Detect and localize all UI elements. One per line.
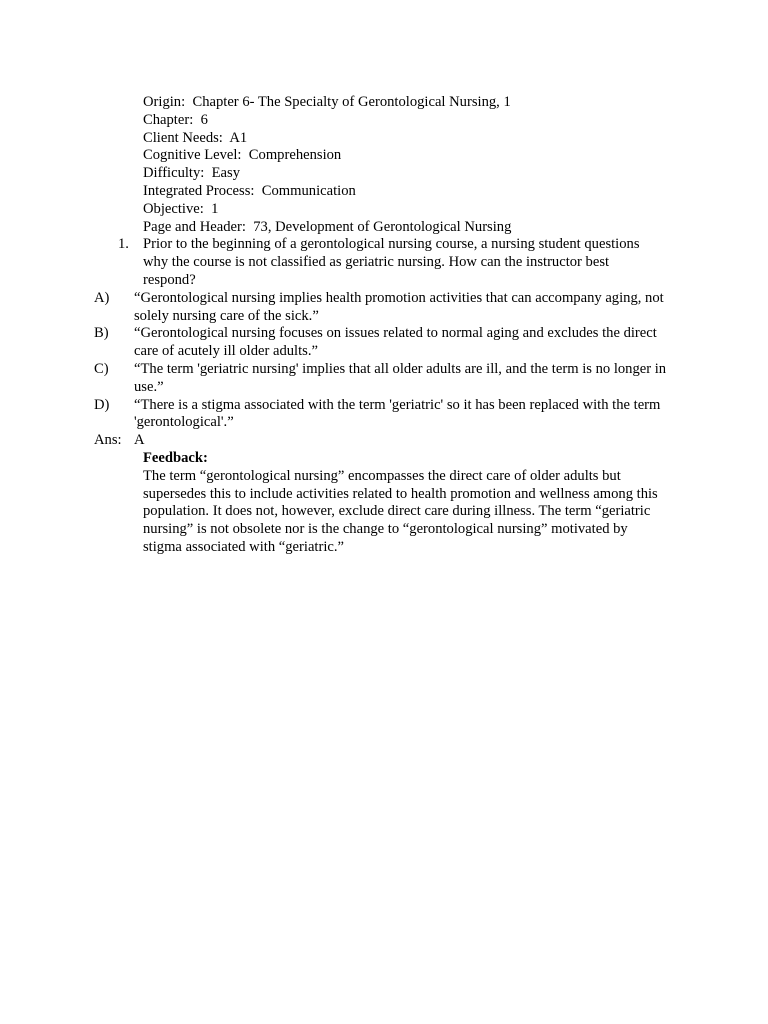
metadata-label: Chapter: <box>143 111 201 128</box>
answer-option-c <box>94 360 679 397</box>
feedback-text: The term “gerontological nursing” encompasses the direct care of older adults but supersedes this to include activities related to health promotion and wellness among this population. It does not, however, exclude direct care during illness. The term “geriatric nursing” is not obsolete nor is the change to “gerontological nursing” motivated by stigma associated with “geriatric.” <box>143 467 658 555</box>
correct-answer <box>94 432 768 450</box>
metadata-label: Integrated Process: <box>143 182 262 199</box>
answer-option-b <box>94 325 679 361</box>
metadata-label: Difficulty: <box>143 165 212 182</box>
metadata-value: 6 <box>200 111 208 128</box>
metadata-client-needs <box>143 130 768 148</box>
metadata-value: Easy <box>211 165 241 182</box>
question-text: Prior to the beginning of a gerontological nursing course, a nursing student questions why the course is not classified as geriatric nursing. How can the instructor best respond? <box>143 236 640 288</box>
metadata-label: Objective: <box>143 200 212 217</box>
option-label: D) <box>94 396 110 413</box>
answer-label: Ans: <box>94 432 122 449</box>
metadata-cognitive-level <box>143 147 768 165</box>
document-page <box>0 94 768 557</box>
metadata-value: 73, Development of Gerontological Nursing <box>253 218 512 235</box>
answer-value: A <box>134 432 145 449</box>
option-text: “Gerontological nursing implies health promotion activities that can accompany aging, not solely nursing care of the sick.” <box>134 289 664 324</box>
metadata-objective <box>143 201 768 219</box>
metadata-page-and-header <box>143 219 768 237</box>
option-text: “Gerontological nursing focuses on issues related to normal aging and excludes the direct care of acutely ill older adults.” <box>134 325 657 360</box>
question-number: 1. <box>118 236 129 253</box>
metadata-integrated-process <box>143 183 768 201</box>
option-label: A) <box>94 289 110 306</box>
metadata-value: A1 <box>229 129 248 146</box>
answer-option-d <box>94 396 679 433</box>
metadata-origin <box>143 94 768 112</box>
feedback-heading: Feedback: <box>143 449 208 466</box>
metadata-label: Page and Header: <box>143 218 254 235</box>
metadata-value: Communication <box>261 182 356 199</box>
answer-option-a <box>94 289 679 326</box>
metadata-value: 1 <box>211 200 219 217</box>
option-label: B) <box>94 325 109 342</box>
option-text: “The term 'geriatric nursing' implies that all older adults are ill, and the term is no longer in use.” <box>134 360 667 395</box>
option-label: C) <box>94 360 109 377</box>
metadata-label: Cognitive Level: <box>143 147 249 164</box>
feedback-section <box>143 450 663 557</box>
metadata-label: Origin: <box>143 94 193 110</box>
metadata-value: Comprehension <box>248 147 342 164</box>
metadata-value: Chapter 6- The Specialty of Gerontological Nursing, 1 <box>192 94 511 110</box>
metadata-chapter <box>143 112 768 130</box>
metadata-difficulty <box>143 165 768 183</box>
question-stem <box>118 236 663 289</box>
metadata-label: Client Needs: <box>143 129 230 146</box>
question-metadata <box>143 94 768 236</box>
option-text: “There is a stigma associated with the term 'geriatric' so it has been replaced with the term 'gerontological'.” <box>134 396 661 431</box>
